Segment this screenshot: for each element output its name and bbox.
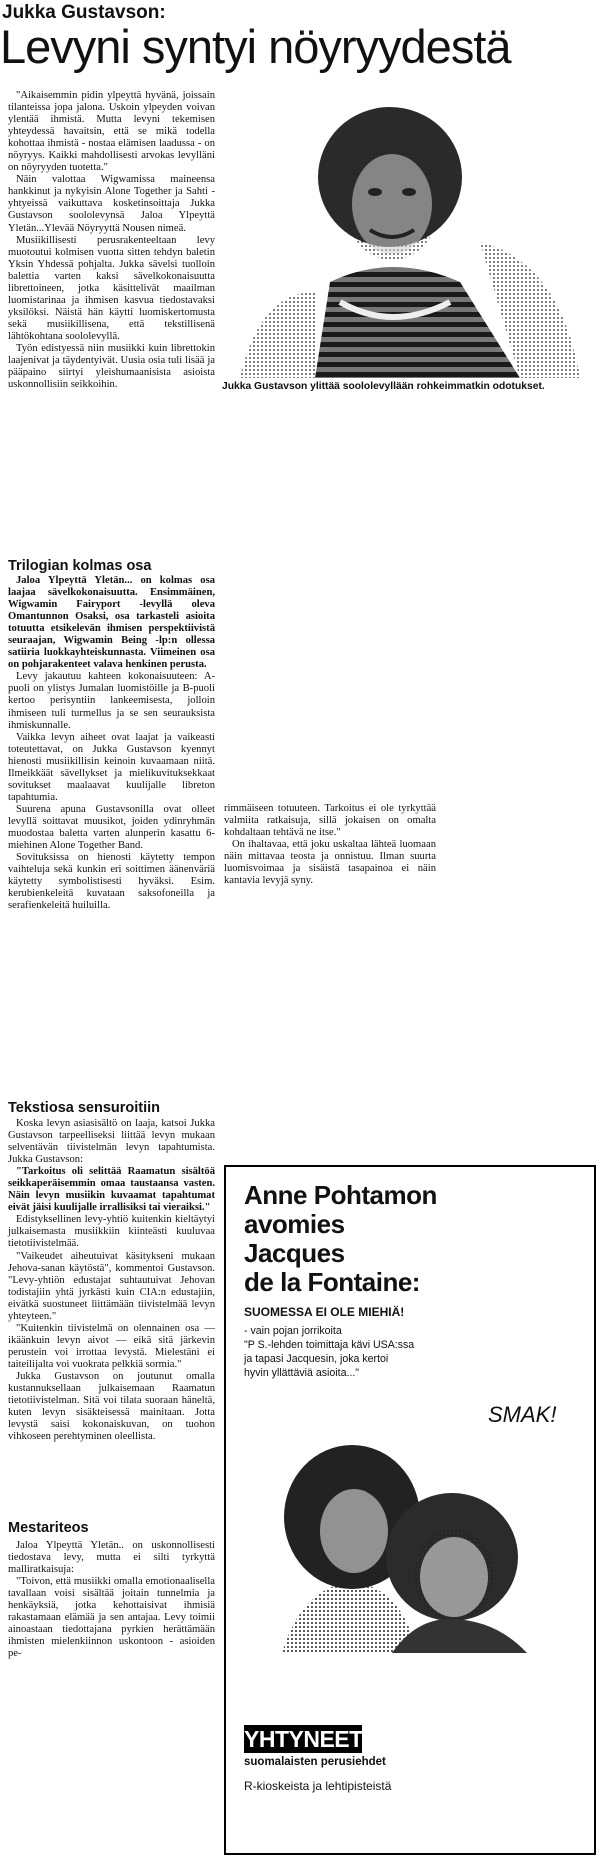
ad-headline: SUOMESSA EI OLE MIEHIÄ!	[244, 1305, 405, 1319]
ad-body-line: hyvin yllättäviä asioita..."	[244, 1367, 360, 1379]
paragraph: Edistyksellinen levy-yhtiö kuitenkin kieltäytyi julkaisemasta musiikkiin kiinteästi kuuluvaa tietotiivistelmää.	[8, 1214, 215, 1250]
paragraph: "Toivon, että musiikki omalla emotionaalisella tavallaan voisi sisältää joitain tunnelmia ja henkäyksiä, jotka kehottaisivat ihmisiä rakastamaan elämää ja sen antajaa. Levy toimii ainoastaan tiedottajana pyrkien herättämään ihmisten mielenkiinnon uskontoon - asioiden pe-	[8, 1576, 215, 1660]
article-column-b	[8, 575, 215, 912]
ad-photo	[242, 1437, 542, 1653]
photo-caption: Jukka Gustavson ylittää soololevyllään rohkeimmatkin odotukset.	[222, 381, 545, 392]
advertisement[interactable]	[224, 1165, 596, 1855]
paragraph: Suurena apuna Gustavsonilla ovat olleet levyllä soittavat muusikot, joiden ydinryhmän muodostaa baletta varten alunperin kasattu 6-miehinen Alone Together Band.	[8, 803, 215, 852]
ad-title-line: avomies	[244, 1209, 345, 1239]
ad-smak: SMAK!	[488, 1402, 557, 1427]
ad-logo: YHTYNEET	[244, 1726, 363, 1752]
quote-paragraph: "Tarkoitus oli selittää Raamatun sisältöä seikkaperäisemmin omaa taustaansa vasten. Näin levyn musiikin kuvaamat tapahtumat eivät jäisi kuulijalle irrallisiksi tai vieraiksi."	[8, 1166, 215, 1214]
article-photo	[220, 92, 590, 378]
paragraph: On ihaltavaa, että joku uskaltaa lähteä luomaan näin mittavaa teosta ja onnistuu. Ilman suurta luomisvoimaa ja sisäistä tasapainoa ei näin kantavia levyjä syny.	[224, 839, 436, 887]
paragraph: Vaikka levyn aiheet ovat laajat ja vaikeasti toteutettavat, on Jukka Gustavson kyennyt hienosti musiikillisin keinoin kuvaamaan niitä. Ilmeikkäät sävellykset ja mielikuvituksekkaat sovitukset maalaavat kuulijalle libreton tapahtumia.	[8, 731, 215, 803]
ad-title-line: de la Fontaine:	[244, 1267, 420, 1297]
ad-availability: R-kioskeista ja lehtipisteistä	[244, 1779, 392, 1793]
ad-body-line: "P S.-lehden toimittaja kävi USA:ssa	[244, 1339, 415, 1351]
paragraph: Sovituksissa on hienosti käytetty tempon vaihteluja sekä kunkin eri soittimen äänenväriä käytetty symbolistisesti hyväksi. Esim. kerubienkeleitä kuvataan saksofoneilla ja serafienkeleitä huiluilla.	[8, 852, 215, 912]
paragraph: Näin valottaa Wigwamissa maineensa hankkinut ja nykyisin Alone Together ja Sahti -yhtyeissä vaikuttava kosketinsoittaja Jukka Gustavson soololevynsä Jaloa Ylpeyttä Yletän...Ylevää Nöyryyttä Nousen nimeä.	[8, 174, 215, 234]
paragraph: Jukka Gustavson on joutunut omalla kustannuksellaan julkaisemaan Raamatun tietotiivistelman. Sitä voi tilata suoraan häneltä, kuten levyn sisäkteisessä mainitaan. Jotta levystä saisi kokonaiskuvan, on tuohon vihkoseen perehtyminen oleellista.	[8, 1370, 215, 1443]
ad-body-line: - vain pojan jorrikoita	[244, 1325, 342, 1337]
paragraph: Työn edistyessä niin musiikki kuin librettokin laajenivat ja täydentyivät. Uusia osia tuli lisää ja pääpaino siirtyi yleishumaanisista asioista uskonnollisiin seikkoihin.	[8, 342, 215, 391]
ad-title-line: Anne Pohtamon	[244, 1180, 437, 1210]
ad-body	[244, 1324, 544, 1380]
article-kicker: Jukka Gustavson:	[2, 2, 166, 23]
paragraph: Musiikillisesti perusrakenteeltaan levy muotoutui kolmisen vuotta sitten tehdyn baletin Yksin Yhdessä pohjalta. Jukka sävelsi tuolloin balettia varten kaksi sävelkokonaisuutta librettoineen, jotka käsittelivät maailman luomistarinaa ja ihmisen kasvua tiedostavaksi yksilöksi. Näistä hän käytti luomiskertomusta sekä musiikillisena, että tekstillisenä lähtökohtana soololevyllä.	[8, 234, 215, 342]
paragraph: Jaloa Ylpeyttä Yletän... on kolmas osa laajaa sävelkokonaisuutta. Ensimmäinen, Wigwamin Fairyport -levyllä oleva Omantunnon Osaksi, osa tarkasteli asioita totuutta etsikelevän ihmisen perspektiivistä seuraajan, Wigwamin Being -lp:n ollessa satiiria luokkayhteiskunnasta. Viimeinen osa on pohjarakenteet valava henkinen perusta.	[8, 575, 215, 671]
ad-title	[244, 1181, 437, 1297]
article-column-a	[8, 90, 215, 391]
ad-body-line: ja tapasi Jacquesin, joka kertoi	[244, 1353, 389, 1365]
paragraph: Jaloa Ylpeyttä Yletän.. on uskonnollisesti tiedostava levy, mutta ei silti tyrkyttä malliratkaisuja:	[8, 1540, 215, 1576]
paragraph: rimmäiseen totuuteen. Tarkoitus ei ole tyrkyttää valmiita ratkaisuja, sillä jokaisen on omalta kohdaltaan tehtävä ne itse."	[224, 803, 436, 839]
article-column-e	[224, 803, 436, 887]
paragraph: "Kuitenkin tiivistelmä on olennainen osa — ikäänkuin levyn aivot — eikä sitä järkevin perustein voi irrottaa levystä. Mielestäni ei taiteilijalta voi vuokrata pelkkiä sormia."	[8, 1322, 215, 1370]
ad-logo-subtitle: suomalaisten perusiehdet	[244, 1756, 386, 1768]
paragraph: Koska levyn asiasisältö on laaja, katsoi Jukka Gustavson tarpeelliseksi liittää levyn mukaan selventävän tiivistelmän levyn tapahtumista. Jukka Gustavson:	[8, 1118, 215, 1166]
paragraph: "Vaikeudet aiheutuivat käsitykseni mukaan Jehova-sanan käytöstä", kommentoi Gustavson. "Levy-yhtiön edustajat suhtautuivat Jehovan todistajiin yhtä jyrkästi kuin CIA:n edustajiin, eivätkä suostuneet liittämään tiivistelmää levyn yhteyteen."	[8, 1250, 215, 1322]
article-column-d	[8, 1540, 215, 1660]
subheading-trilogy: Trilogian kolmas osa	[8, 558, 152, 574]
paragraph: Levy jakautuu kahteen kokonaisuuteen: A-puoli on ylistys Jumalan luomistöille ja B-puoli kertoo perisyntiin lankeemisesta, jolloin ihmiseen tuli turmellus ja se sen seurauksista ihmiskunnalle.	[8, 671, 215, 731]
paragraph: "Aikaisemmin pidin ylpeyttä hyvänä, joissain tilanteissa jopa jalona. Uskoin ylpeyden voivan ylentää ihmistä. Mutta levyni tekemisen yhteydessä havaitsin, että se mikä todella kohottaa ihmistä - nostaa elämisen laadussa - on nöyryys. Kaikki mahdollisesti arvokas levylläni on nöyryyden tuotetta."	[8, 90, 215, 174]
ad-title-line: Jacques	[244, 1238, 345, 1268]
subheading-censored: Tekstiosa sensuroitiin	[8, 1100, 161, 1116]
article-column-c	[8, 1118, 215, 1443]
subheading-masterpiece: Mestariteos	[8, 1520, 89, 1536]
article-headline: Levyni syntyi nöyryydestä	[0, 20, 511, 73]
